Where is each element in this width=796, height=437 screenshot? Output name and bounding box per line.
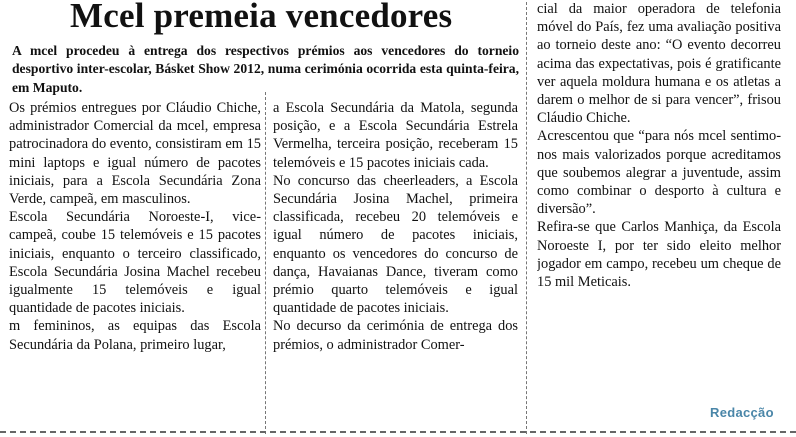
byline: Redacção xyxy=(710,405,774,420)
body-paragraph: Acrescentou que “para nós mcel sentimo-nos mais valorizados porque acreditamos que soubemos alegrar a juventude, assim como combinar o desporto à cultura e diversão”. xyxy=(537,128,781,218)
body-paragraph: Refira-se que Carlos Manhiça, da Escola Noroeste I, por ter sido eleito melhor jogador em campo, recebeu um cheque de 15 mil Meticais. xyxy=(537,219,781,291)
column-divider xyxy=(265,92,266,434)
article-column-1 xyxy=(9,99,261,424)
body-paragraph: cial da maior operadora de telefonia móvel do País, fez uma avaliação positiva ao torneio deste ano: “O evento decorreu acima das expectativas, pois é gratificante ver aquela moldura humana e os atletas a darem o melhor de si para vencer”, frisou Cláudio Chiche. xyxy=(537,1,781,127)
article-column-3 xyxy=(537,0,781,370)
body-paragraph: Os prémios entregues por Cláudio Chiche, administrador Comercial da mcel, empresa patrocinadora do evento, consistiram em 15 mini laptops e igual número de pacotes iniciais, para a Escola Secundária Zona Verde, campeã, em masculinos. xyxy=(9,100,261,208)
body-paragraph: No concurso das cheerleaders, a Escola Secundária Josina Machel, primeira classificada, recebeu 20 telemóveis e igual número de pacotes iniciais, enquanto os vencedores do concurso de dança, Havaianas Dance, tiveram como prémio quarto telemóveis e igual quantidade de pacotes iniciais. xyxy=(273,172,518,317)
headline: Mcel premeia vencedores xyxy=(70,0,453,35)
body-paragraph: m femininos, as equipas das Escola Secundária da Polana, primeiro lugar, xyxy=(9,318,261,353)
body-paragraph: Escola Secundária Noroeste-I, vice-campeã, coube 15 telemóveis e 15 pacotes iniciais, enquanto o terceiro classificado, Escola Secundária Josina Machel recebeu igualmente 15 telemóveis e igual quantidade de pacotes iniciais. xyxy=(9,209,261,317)
body-paragraph: a Escola Secundária da Matola, segunda posição, e a Escola Secundária Estrela Vermelha, terceira posição, receberam 15 telemóveis e 15 pacotes iniciais cada. xyxy=(273,100,518,171)
column-divider xyxy=(526,2,527,434)
lead-paragraph: A mcel procedeu à entrega dos respectivos prémios aos vencedores do torneio desportivo inter-escolar, Básket Show 2012, numa cerimónia ocorrida esta quinta-feira, em Maputo. xyxy=(12,43,519,95)
article-column-2 xyxy=(273,99,518,424)
body-paragraph: No decurso da cerimónia de entrega dos prémios, o administrador Comer- xyxy=(273,318,518,353)
bottom-divider xyxy=(0,431,796,433)
